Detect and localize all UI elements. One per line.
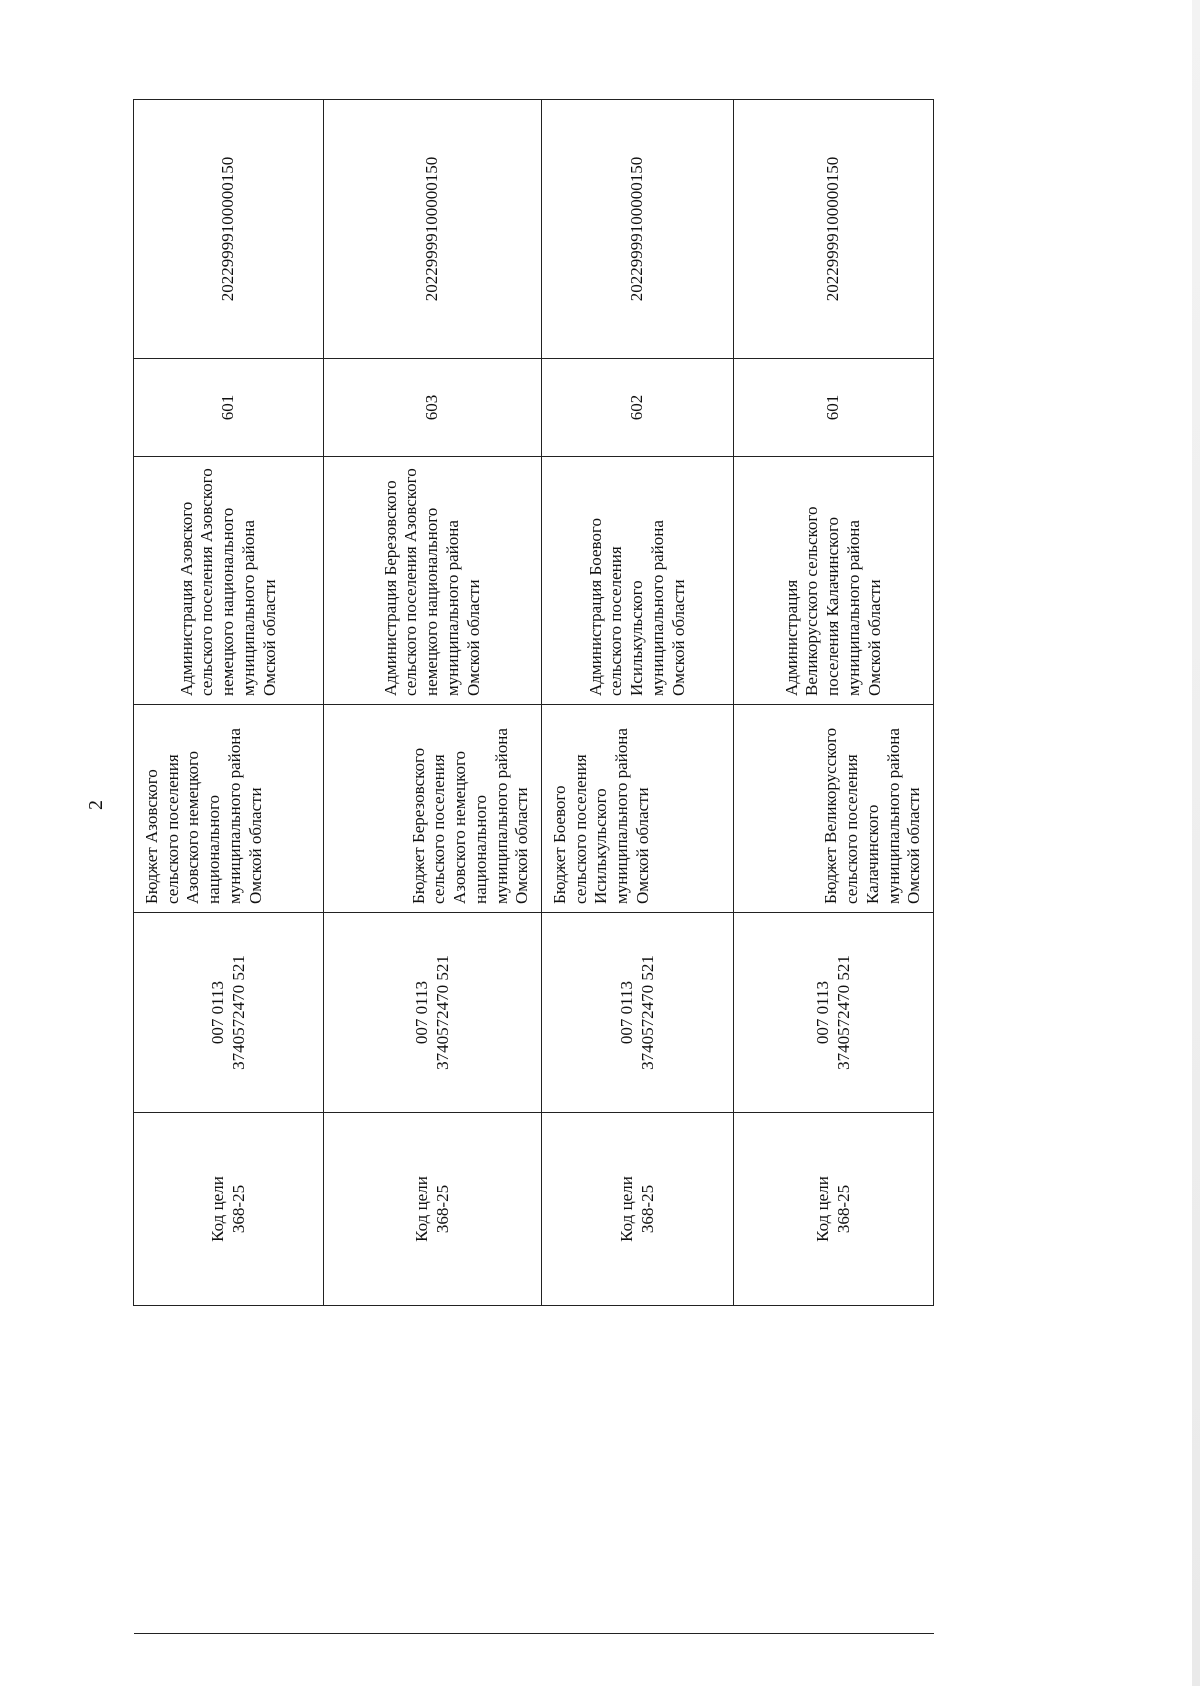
budget-name-cell: Бюджет Азовского сельского поселения Азовского немецкого национального муниципального района Омской области <box>134 705 324 913</box>
empty-cell <box>324 1306 542 1634</box>
kbk-cell: 007 0113 3740572470 521 <box>324 913 542 1113</box>
kbk-cell: 007 0113 3740572470 521 <box>542 913 734 1113</box>
administration-cell: Администрация Боевого сельского поселения Исилькульского муниципального района Омской области <box>542 457 734 705</box>
budget-name-cell: Бюджет Березовского сельского поселения Азовского немецкого национального муниципального района Омской области <box>324 705 542 913</box>
target-code-cell: Код цели 368-25 <box>734 1113 934 1306</box>
table-row <box>542 100 734 1634</box>
target-code-cell: Код цели 368-25 <box>542 1113 734 1306</box>
budget-name-cell: Бюджет Великорусского сельского поселения Калачинского муниципального района Омской области <box>734 705 934 913</box>
kbk-cell: 007 0113 3740572470 521 <box>734 913 934 1113</box>
income-code-cell: 20229999100000150 <box>324 100 542 359</box>
target-code-cell: Код цели 368-25 <box>324 1113 542 1306</box>
administration-cell: Администрация Азовского сельского поселения Азовского немецкого национального муниципального района Омской области <box>134 457 324 705</box>
administration-cell: Администрация Березовского сельского поселения Азовского немецкого национального муниципального района Омской области <box>324 457 542 705</box>
number-cell: 601 <box>134 359 324 457</box>
number-cell: 601 <box>734 359 934 457</box>
income-code-cell: 20229999100000150 <box>542 100 734 359</box>
budget-name-cell: Бюджет Боевого сельского поселения Исилькульского муниципального района Омской области <box>542 705 734 913</box>
target-code-cell: Код цели 368-25 <box>134 1113 324 1306</box>
empty-cell <box>734 1306 934 1634</box>
table-row <box>324 100 542 1634</box>
table-row <box>134 100 324 1634</box>
income-code-cell: 20229999100000150 <box>134 100 324 359</box>
kbk-cell: 007 0113 3740572470 521 <box>134 913 324 1113</box>
income-code-cell: 20229999100000150 <box>734 100 934 359</box>
rotated-table-container <box>133 100 933 1634</box>
number-cell: 603 <box>324 359 542 457</box>
number-cell: 602 <box>542 359 734 457</box>
administration-cell: Администрация Великорусского сельского поселения Калачинского муниципального района Омской области <box>734 457 934 705</box>
scan-edge <box>1192 0 1200 1686</box>
page-number: 2 <box>85 800 107 810</box>
empty-cell <box>134 1306 324 1634</box>
budget-table <box>133 99 934 1634</box>
table-row <box>734 100 934 1634</box>
empty-cell <box>542 1306 734 1634</box>
